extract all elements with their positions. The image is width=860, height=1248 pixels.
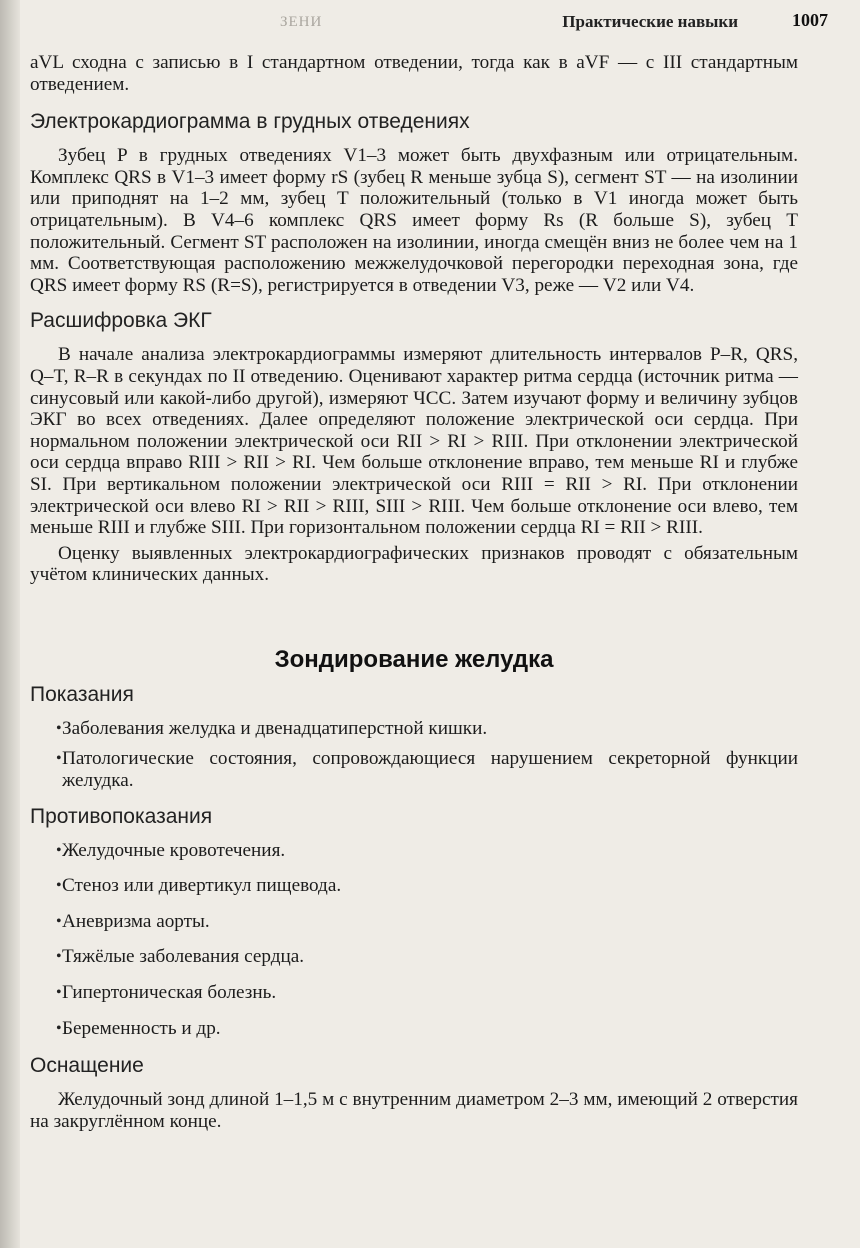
section-title: Зондирование желудка <box>274 645 554 673</box>
list-item: • Стеноз или дивертикул пищевода. <box>30 875 798 897</box>
chest-leads-paragraph: Зубец P в грудных отведениях V1–3 может быть двухфазным или отрицательным. Комплекс QRS в V1–3 имеет форму rS (зубец R меньше зубца S), сегмент ST — на изолинии или приподнят на 1–2 мм, зубец T положительный (только в V1 иногда может быть отрицательным). В V4–6 комплекс QRS имеет форму Rs (R больше S), зубец T положительный. Сегмент ST расположен на изолинии, иногда смещён вниз не более чем на 1 мм. Соответствующая расположению межжелудочковой перегородки переходная зона, где QRS имеет форму RS (R=S), регистрируется в отведении V3, реже — V2 или V4. <box>30 145 798 296</box>
running-header <box>30 6 834 34</box>
page-body <box>30 52 798 1132</box>
list-item: • Желудочные кровотечения. <box>30 840 798 862</box>
header-ghost-text: ЗЕНИ <box>280 14 323 30</box>
chest-leads-heading: Электрокардиограмма в грудных отведениях <box>30 110 470 134</box>
intro-paragraph: aVL сходна с записью в I стандартном отведении, тогда как в aVF — с III стандартным отведением. <box>30 52 798 95</box>
indications-heading: Показания <box>30 682 134 706</box>
indications-list <box>30 718 798 792</box>
equipment-paragraph: Желудочный зонд длиной 1–1,5 м с внутренним диаметром 2–3 мм, имеющий 2 отверстия на закруглённом конце. <box>30 1089 798 1132</box>
list-item: • Патологические состояния, сопровождающиеся нарушением секреторной функции желудка. <box>30 748 798 791</box>
ecg-evaluation-paragraph: Оценку выявленных электрокардиографических признаков проводят с обязательным учётом клинических данных. <box>30 542 798 586</box>
list-item: • Гипертоническая болезнь. <box>30 982 798 1004</box>
ecg-decoding-heading: Расшифровка ЭКГ <box>30 309 212 333</box>
contraindications-heading: Противопоказания <box>30 804 213 828</box>
list-item: • Заболевания желудка и двенадцатиперстной кишки. <box>30 718 798 740</box>
list-item: • Аневризма аорты. <box>30 911 798 933</box>
page-number: 1007 <box>792 10 828 30</box>
ecg-decoding-paragraph: В начале анализа электрокардиограммы измеряют длительность интервалов P–R, QRS, Q–T, R–R в секундах по II отведению. Оценивают характер ритма сердца (источник ритма — синусовый или какой-либо другой), измеряют ЧСС. Затем изучают форму и величину зубцов ЭКГ во всех отведениях. Далее определяют положение электрической оси сердца. При нормальном положении электрической оси RII > RI > RIII. При отклонении электрической оси сердца вправо RIII > RII > RI. Чем больше отклонение вправо, тем меньше RI и глубже SI. При вертикальном положении электрической оси RIII = RII > RI. При отклонении электрической оси влево RI > RII > RIII, SIII > RIII. Чем больше отклонение оси влево, тем меньше RIII и глубже SIII. При горизонтальном положении сердца RI = RII > RIII. <box>30 344 798 539</box>
list-item: • Беременность и др. <box>30 1018 798 1040</box>
running-title: Практические навыки <box>562 12 738 31</box>
contraindications-list <box>30 840 798 1040</box>
equipment-heading: Оснащение <box>30 1054 144 1078</box>
list-item: • Тяжёлые заболевания сердца. <box>30 946 798 968</box>
page-gutter-shadow <box>0 0 20 1248</box>
